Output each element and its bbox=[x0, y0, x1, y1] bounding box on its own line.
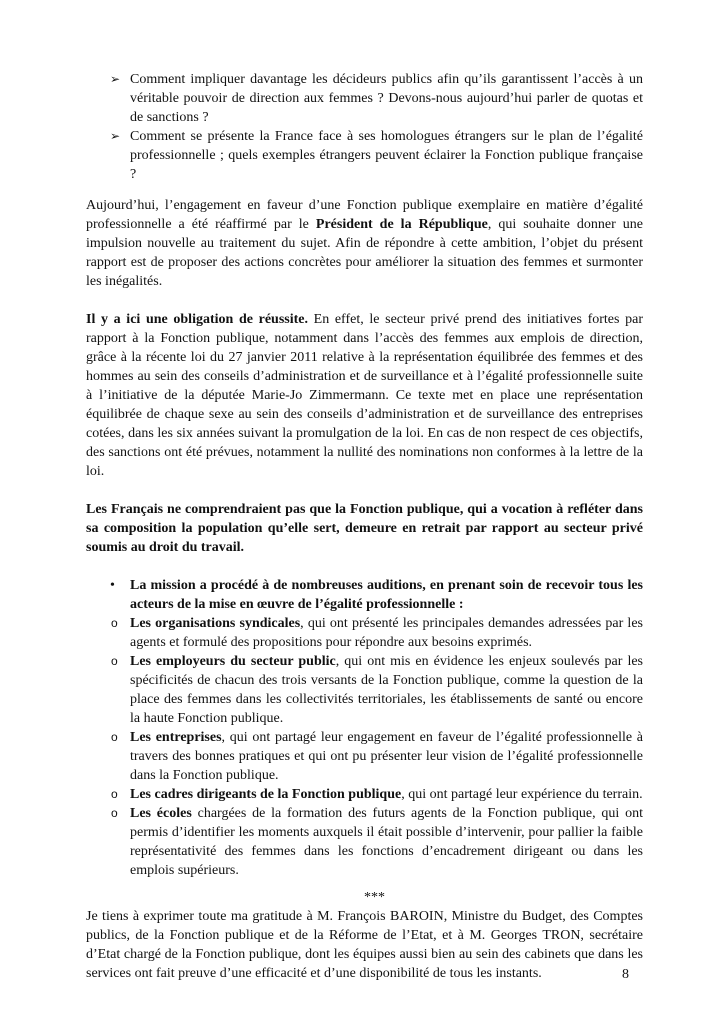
list-item-text: , qui ont mis en évidence les enjeux soulevés par les spécificités de chacun des trois versants de la Fonction publique, comme la question de la place des femmes dans les collectivités territoriales, les établissements de santé ou encore la haute Fonction publique. bbox=[130, 654, 643, 726]
paragraph-francais: Les Français ne comprendraient pas que la Fonction publique, qui a vocation à refléter dans sa composition la population qu’elle sert, demeure en retrait par rapport au secteur privé soumis au droit du travail. bbox=[86, 502, 643, 555]
list-item-title: Les employeurs du secteur public bbox=[130, 654, 336, 669]
list-item-text: , qui ont présenté les principales demandes adressées par les agents et formulé des propositions pour répondre aux besoins exprimés. bbox=[130, 616, 643, 650]
list-item-text: Comment se présente la France face à ses homologues étrangers sur le plan de l’égalité professionnelle ; quels exemples étrangers peuvent éclairer la Fonction publique française ? bbox=[130, 129, 643, 182]
list-item bbox=[86, 785, 643, 804]
list-item bbox=[86, 728, 643, 785]
bullet-dot-icon: • bbox=[110, 578, 115, 593]
paragraph-gratitude: Je tiens à exprimer toute ma gratitude à M. François BAROIN, Ministre du Budget, des Comptes publics, de la Fonction publique et de la Réforme de l’Etat, et à M. Georges TRON, secrétaire d’Etat chargé de la Fonction publique, dont les équipes aussi bien au sein des cabinets que dans les services ont fait preuve d’une efficacité et d’une disponibilité de tous les instants. bbox=[86, 909, 643, 981]
list-item-text: , qui ont partagé leur engagement en faveur de l’égalité professionnelle à travers des bonnes pratiques et qui ont pu présenter leur vision de l’égalité professionnelle dans la Fonction publique. bbox=[130, 730, 643, 783]
circle-bullet-icon: o bbox=[111, 654, 118, 668]
list-item-text: chargées de la formation des futurs agents de la Fonction publique, qui ont permis d’identifier les moments auxquels il était possible d’intervenir, pour pallier la faible représentativité des femmes dans les fonctions d’encadrement dirigeant ou dans les emplois supérieurs. bbox=[130, 806, 643, 878]
circle-bullet-icon: o bbox=[111, 730, 118, 744]
circle-bullet-icon: o bbox=[111, 787, 118, 801]
list-item-title: Les écoles bbox=[130, 806, 192, 821]
circle-bullet-icon: o bbox=[111, 616, 118, 630]
president-emphasis: Président de la République bbox=[315, 217, 488, 232]
arrow-bullet-icon: ➢ bbox=[110, 129, 121, 143]
list-item-title: Les organisations syndicales bbox=[130, 616, 301, 631]
paragraph-text: En effet, le secteur privé prend des initiatives fortes par rapport à la Fonction publique, notamment dans l’accès des femmes aux emplois de direction, grâce à la récente loi du 27 janvier 2011 relative à la représentation équilibrée des femmes et des hommes au sein des conseils d’administration et de surveillance et à l’égalité professionnelle suite à l’initiative de la députée Marie-Jo Zimmermann. Ce texte met en place une représentation équilibrée de chaque sexe au sein des conseils d’administration et de surveillance des entreprises cotées, dans les six années suivant la promulgation de la loi. En cas de non respect de ces objectifs, des sanctions ont été prévues, notamment la nullité des nominations non conformes à la lettre de la loi. bbox=[86, 312, 643, 479]
obligation-emphasis: Il y a ici une obligation de réussite. bbox=[86, 312, 308, 327]
arrow-bullet-icon: ➢ bbox=[110, 72, 121, 86]
list-item bbox=[86, 804, 643, 880]
arrow-question-list bbox=[86, 70, 643, 184]
list-item-text: , qui ont partagé leur expérience du terrain. bbox=[401, 787, 643, 802]
list-item bbox=[86, 614, 643, 652]
paragraph-text: , qui souhaite donner une impulsion nouvelle au traitement du sujet. Afin de répondre à cette ambition, l’objet du présent rapport est de proposer des actions concrètes pour améliorer la situation des femmes et surmonter les inégalités. bbox=[86, 217, 644, 289]
list-item bbox=[86, 576, 643, 614]
list-item bbox=[86, 652, 643, 728]
list-item-title: Les entreprises bbox=[130, 730, 222, 745]
list-item bbox=[86, 127, 643, 184]
list-item bbox=[86, 70, 643, 127]
circle-bullet-icon: o bbox=[111, 806, 118, 820]
list-item-title: Les cadres dirigeants de la Fonction publique bbox=[130, 787, 402, 802]
page-number: 8 bbox=[622, 967, 629, 982]
list-item-text: La mission a procédé à de nombreuses auditions, en prenant soin de recevoir tous les acteurs de la mise en œuvre de l’égalité professionnelle : bbox=[130, 578, 643, 612]
paragraph-text: Aujourd’hui, l’engagement en faveur d’une Fonction publique exemplaire en matière d’égalité professionnelle a été réaffirmé par le bbox=[86, 198, 643, 232]
page-content bbox=[86, 70, 643, 983]
paragraph-obligation bbox=[86, 310, 643, 481]
paragraph-engagement bbox=[86, 196, 643, 291]
section-separator: *** bbox=[364, 890, 385, 905]
auditions-list bbox=[86, 576, 643, 880]
list-item-text: Comment impliquer davantage les décideurs publics afin qu’ils garantissent l’accès à un véritable pouvoir de direction aux femmes ? Devons-nous aujourd’hui parler de quotas et de sanctions ? bbox=[130, 72, 643, 125]
